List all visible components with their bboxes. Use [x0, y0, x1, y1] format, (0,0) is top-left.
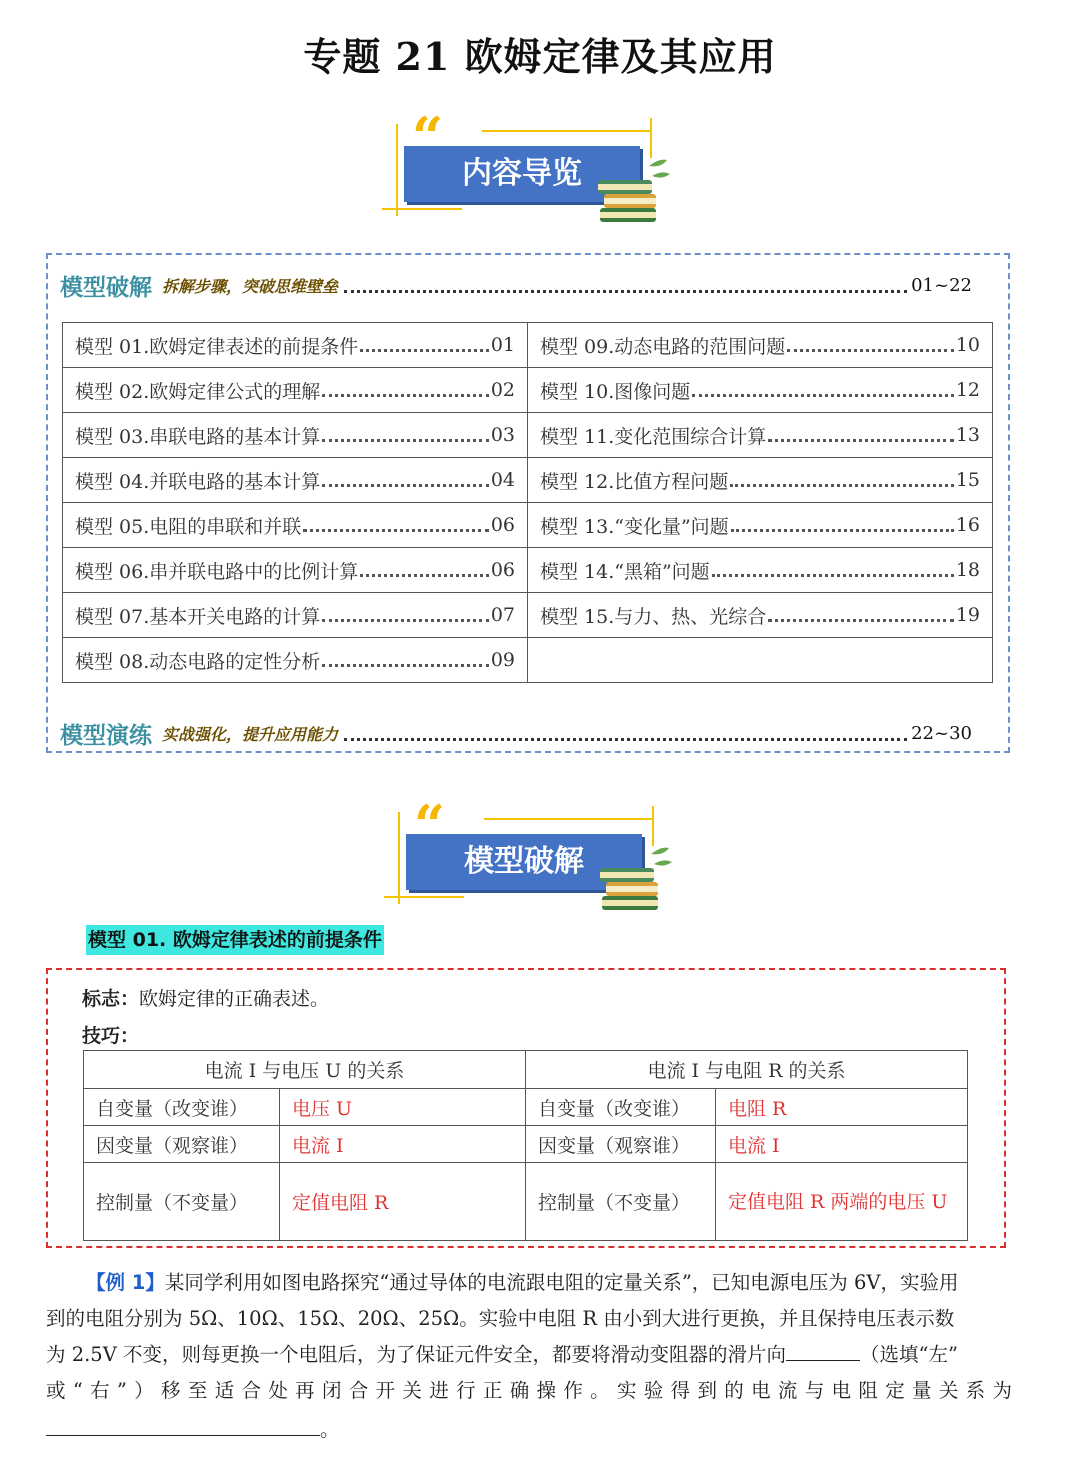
section-title: 模型演练 [60, 722, 152, 749]
contents-banner-text: 内容导览 [462, 156, 582, 191]
example-line-2: 到的电阻分别为 5Ω、10Ω、15Ω、20Ω、25Ω。实验中电阻 R 由小到大进行更换，并且保持电压表示数 [46, 1307, 955, 1330]
model-banner [384, 793, 684, 926]
toc-section-model-practice[interactable] [60, 716, 972, 750]
contents-banner [382, 105, 682, 238]
example-line-1: 【例 1】某同学利用如图电路探究“通过导体的电流跟电阻的定量关系”，已知电源电压为 6V，实验用 [86, 1271, 959, 1294]
toc-item[interactable]: 模型 05.电阻的串联和并联 06 [63, 503, 528, 548]
model-01-heading: 模型 01. 欧姆定律表述的前提条件 [86, 925, 384, 955]
section-subtitle: 实战强化，提升应用能力 [162, 724, 339, 744]
table-header: 电流 I 与电压 U 的关系 [84, 1051, 526, 1089]
skill-line [82, 1021, 139, 1048]
sign-label: 标志： [82, 988, 140, 1010]
toc-item[interactable]: 模型 15.与力、热、光综合 19 [528, 593, 993, 638]
toc-item[interactable]: 模型 08.动态电路的定性分析 09 [63, 638, 528, 683]
quote-icon: “ [412, 105, 444, 169]
toc-item[interactable]: 模型 01.欧姆定律表述的前提条件 01 [63, 323, 528, 368]
toc-item[interactable]: 模型 02.欧姆定律公式的理解 02 [63, 368, 528, 413]
toc-item[interactable]: 模型 07.基本开关电路的计算 07 [63, 593, 528, 638]
answer-blank[interactable] [786, 1338, 860, 1361]
toc-item[interactable]: 模型 04.并联电路的基本计算 04 [63, 458, 528, 503]
example-line-5: 。 [46, 1412, 1012, 1448]
table-row: 自变量（改变谁） 电压 U 自变量（改变谁） 电阻 R [84, 1089, 968, 1126]
toc-item[interactable]: 模型 13.“变化量”问题 16 [528, 503, 993, 548]
books-icon [596, 846, 676, 918]
example-line-3: 为 2.5V 不变，则每更换一个电阻后，为了保证元件安全，都要将滑动变阻器的滑片向 （选填“左” [46, 1337, 1012, 1373]
example-line-4: 或“右”）移至适合处再闭合开关进行正确操作。实验得到的电流与电阻定量关系为 [46, 1379, 1012, 1402]
table-row: 因变量（观察谁） 电流 I 因变量（观察谁） 电流 I [84, 1126, 968, 1163]
section-title: 模型破解 [60, 274, 152, 301]
page-title: 专题 21 欧姆定律及其应用 [303, 34, 777, 79]
section-subtitle: 拆解步骤，突破思维壁垒 [162, 276, 339, 296]
sign-line [82, 984, 329, 1011]
section-pages: 22~30 [911, 722, 972, 744]
quote-icon: “ [414, 793, 446, 857]
toc-item[interactable]: 模型 14.“黑箱”问题 18 [528, 548, 993, 593]
books-icon [594, 158, 674, 230]
toc-item[interactable]: 模型 06.串并联电路中的比例计算 06 [63, 548, 528, 593]
toc-item[interactable]: 模型 09.动态电路的范围问题 10 [528, 323, 993, 368]
toc-section-model-analysis[interactable] [60, 268, 972, 302]
sign-text: 欧姆定律的正确表述。 [139, 988, 330, 1010]
toc-item[interactable]: 模型 10.图像问题 12 [528, 368, 993, 413]
section-pages: 01~22 [911, 274, 972, 296]
toc-table [62, 322, 993, 683]
toc-item[interactable]: 模型 12.比值方程问题 15 [528, 458, 993, 503]
toc-item[interactable]: 模型 03.串联电路的基本计算 03 [63, 413, 528, 458]
toc-empty-cell [528, 638, 993, 683]
model-banner-text: 模型破解 [464, 844, 584, 879]
table-row: 控制量（不变量） 定值电阻 R 控制量（不变量） 定值电阻 R 两端的电压 U [84, 1163, 968, 1241]
answer-blank[interactable] [46, 1413, 320, 1436]
skill-label: 技巧： [82, 1025, 140, 1047]
table-header: 电流 I 与电阻 R 的关系 [526, 1051, 968, 1089]
skill-table [83, 1050, 968, 1241]
toc-item[interactable]: 模型 11.变化范围综合计算 13 [528, 413, 993, 458]
example-tag: 【例 1】 [86, 1271, 165, 1294]
